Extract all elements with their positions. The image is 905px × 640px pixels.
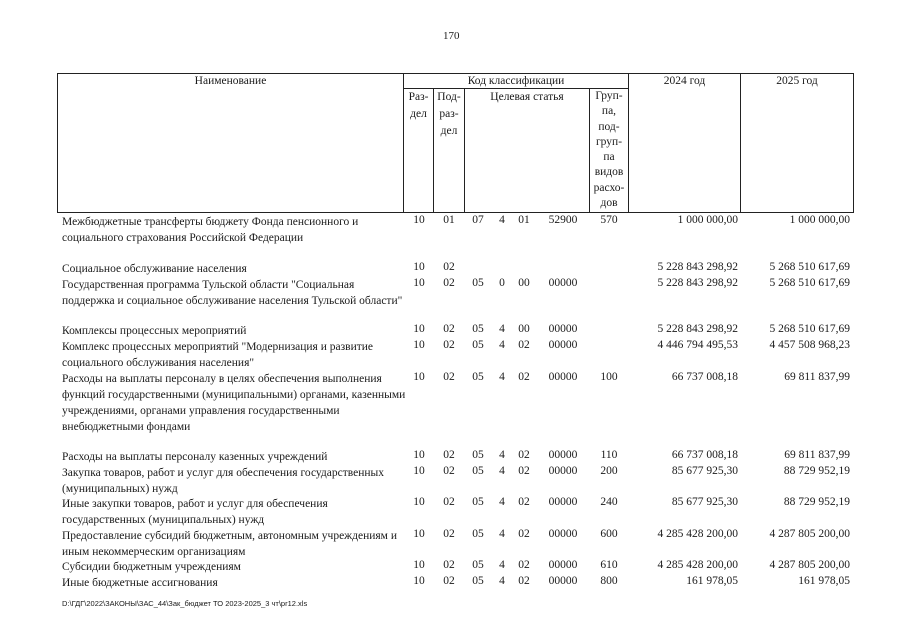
row-name: Расходы на выплаты персоналу в целях обеспечения выполнения функций государственными (муниципальными) органами, казенными учреждениями, органами управления государственными внебюджетными фондами xyxy=(62,373,406,433)
row-section: 10 xyxy=(413,214,425,226)
row-program: 07 xyxy=(472,214,484,226)
row-amount-2024: 85 677 925,30 xyxy=(671,496,738,508)
header-year-2024: 2024 год xyxy=(663,75,706,87)
row-amount-2024: 5 228 843 298,92 xyxy=(657,277,738,289)
row-amount-2025: 4 287 805 200,00 xyxy=(769,559,850,571)
row-subprogram: 02 xyxy=(518,339,530,351)
row-amount-2025: 88 729 952,19 xyxy=(783,465,850,477)
page-number: 170 xyxy=(443,30,460,42)
row-expense-group: 100 xyxy=(600,371,618,383)
row-subprogram: 02 xyxy=(518,371,530,383)
row-subprogram: 01 xyxy=(518,214,530,226)
row-program: 05 xyxy=(472,371,484,383)
row-direction: 52900 xyxy=(548,214,578,226)
row-subsection: 02 xyxy=(443,528,455,540)
row-name: Предоставление субсидий бюджетным, автономным учреждениям и иным некоммерческим организациям xyxy=(62,530,397,558)
row-type: 4 xyxy=(499,371,505,383)
row-section: 10 xyxy=(413,261,425,273)
row-amount-2025: 5 268 510 617,69 xyxy=(769,323,850,335)
header-name: Наименование xyxy=(194,75,267,87)
row-type: 4 xyxy=(499,339,505,351)
footer-file-path: D:\ГДГ\2022\ЗАКОНЫ\ЗАС_44\Зак_бюджет ТО 2023-2025_3 чт\pr12.xls xyxy=(62,599,308,608)
row-direction: 00000 xyxy=(548,575,578,587)
row-subsection: 02 xyxy=(443,261,455,273)
row-type: 4 xyxy=(499,559,505,571)
row-type: 4 xyxy=(499,496,505,508)
row-expense-group: 570 xyxy=(600,214,618,226)
header-expense-group: Груп- па, под- груп- па видов расхо- дов xyxy=(593,90,625,210)
row-amount-2024: 66 737 008,18 xyxy=(671,371,738,383)
row-expense-group: 600 xyxy=(600,528,618,540)
row-subprogram: 00 xyxy=(518,323,530,335)
row-subprogram: 02 xyxy=(518,496,530,508)
row-section: 10 xyxy=(413,449,425,461)
row-name: Закупка товаров, работ и услуг для обеспечения государственных (муниципальных) нужд xyxy=(62,467,385,495)
row-name: Субсидии бюджетным учреждениям xyxy=(62,561,241,573)
row-program: 05 xyxy=(472,559,484,571)
row-type: 4 xyxy=(499,528,505,540)
row-name: Государственная программа Тульской области "Социальная поддержка и социальное обслуживание населения Тульской области" xyxy=(62,279,403,307)
row-program: 05 xyxy=(472,465,484,477)
row-expense-group: 200 xyxy=(600,465,618,477)
row-subsection: 02 xyxy=(443,339,455,351)
row-amount-2025: 161 978,05 xyxy=(798,575,850,587)
row-name: Комплексы процессных мероприятий xyxy=(62,325,247,337)
row-type: 0 xyxy=(499,277,505,289)
row-type: 4 xyxy=(499,323,505,335)
row-direction: 00000 xyxy=(548,559,578,571)
row-amount-2025: 88 729 952,19 xyxy=(783,496,850,508)
header-code-group: Код классификации xyxy=(467,75,565,87)
row-subprogram: 02 xyxy=(518,559,530,571)
row-name: Межбюджетные трансферты бюджету Фонда пенсионного и социального страхования Российской Федерации xyxy=(62,216,359,244)
row-amount-2024: 5 228 843 298,92 xyxy=(657,261,738,273)
row-subprogram: 02 xyxy=(518,528,530,540)
row-amount-2024: 85 677 925,30 xyxy=(671,465,738,477)
row-amount-2024: 1 000 000,00 xyxy=(677,214,738,226)
row-direction: 00000 xyxy=(548,465,578,477)
row-expense-group: 240 xyxy=(600,496,618,508)
row-direction: 00000 xyxy=(548,496,578,508)
row-direction: 00000 xyxy=(548,449,578,461)
row-section: 10 xyxy=(413,277,425,289)
row-subsection: 02 xyxy=(443,323,455,335)
row-amount-2025: 1 000 000,00 xyxy=(789,214,850,226)
row-section: 10 xyxy=(413,559,425,571)
row-amount-2025: 69 811 837,99 xyxy=(784,371,850,383)
row-subprogram: 02 xyxy=(518,465,530,477)
row-subsection: 02 xyxy=(443,371,455,383)
row-subsection: 02 xyxy=(443,575,455,587)
row-amount-2024: 4 446 794 495,53 xyxy=(657,339,738,351)
row-subprogram: 02 xyxy=(518,449,530,461)
row-section: 10 xyxy=(413,528,425,540)
row-amount-2024: 5 228 843 298,92 xyxy=(657,323,738,335)
row-amount-2024: 4 285 428 200,00 xyxy=(657,528,738,540)
row-name: Иные бюджетные ассигнования xyxy=(62,577,218,589)
row-section: 10 xyxy=(413,465,425,477)
row-direction: 00000 xyxy=(548,339,578,351)
row-amount-2025: 69 811 837,99 xyxy=(784,449,850,461)
row-subsection: 02 xyxy=(443,465,455,477)
row-type: 4 xyxy=(499,465,505,477)
row-program: 05 xyxy=(472,528,484,540)
row-section: 10 xyxy=(413,496,425,508)
row-program: 05 xyxy=(472,496,484,508)
row-subsection: 02 xyxy=(443,277,455,289)
row-type: 4 xyxy=(499,575,505,587)
row-name: Расходы на выплаты персоналу казенных учреждений xyxy=(62,451,328,463)
row-amount-2024: 4 285 428 200,00 xyxy=(657,559,738,571)
row-direction: 00000 xyxy=(548,277,578,289)
row-expense-group: 800 xyxy=(600,575,618,587)
header-subsection: Под- раз- дел xyxy=(437,91,461,137)
row-program: 05 xyxy=(472,339,484,351)
row-type: 4 xyxy=(499,449,505,461)
row-type: 4 xyxy=(499,214,505,226)
header-section: Раз- дел xyxy=(408,91,429,120)
row-program: 05 xyxy=(472,277,484,289)
row-name: Социальное обслуживание населения xyxy=(62,263,247,275)
row-subsection: 02 xyxy=(443,449,455,461)
row-amount-2024: 66 737 008,18 xyxy=(671,449,738,461)
row-subsection: 01 xyxy=(443,214,455,226)
row-amount-2025: 5 268 510 617,69 xyxy=(769,277,850,289)
row-expense-group: 110 xyxy=(600,449,618,461)
row-program: 05 xyxy=(472,449,484,461)
row-subprogram: 02 xyxy=(518,575,530,587)
row-name: Комплекс процессных мероприятий "Модернизация и развитие социального обслуживания населения" xyxy=(62,341,374,369)
row-section: 10 xyxy=(413,575,425,587)
row-subprogram: 00 xyxy=(518,277,530,289)
row-section: 10 xyxy=(413,339,425,351)
row-expense-group: 610 xyxy=(600,559,618,571)
row-subsection: 02 xyxy=(443,559,455,571)
row-direction: 00000 xyxy=(548,323,578,335)
row-section: 10 xyxy=(413,371,425,383)
row-direction: 00000 xyxy=(548,528,578,540)
row-amount-2025: 4 457 508 968,23 xyxy=(769,339,850,351)
header-target-article: Целевая статья xyxy=(490,91,564,103)
row-subsection: 02 xyxy=(443,496,455,508)
row-amount-2024: 161 978,05 xyxy=(686,575,738,587)
row-program: 05 xyxy=(472,323,484,335)
row-amount-2025: 4 287 805 200,00 xyxy=(769,528,850,540)
row-name: Иные закупки товаров, работ и услуг для обеспечения государственных (муниципальных) нужд xyxy=(62,498,328,526)
row-section: 10 xyxy=(413,323,425,335)
row-program: 05 xyxy=(472,575,484,587)
row-amount-2025: 5 268 510 617,69 xyxy=(769,261,850,273)
row-direction: 00000 xyxy=(548,371,578,383)
header-year-2025: 2025 год xyxy=(776,75,818,87)
